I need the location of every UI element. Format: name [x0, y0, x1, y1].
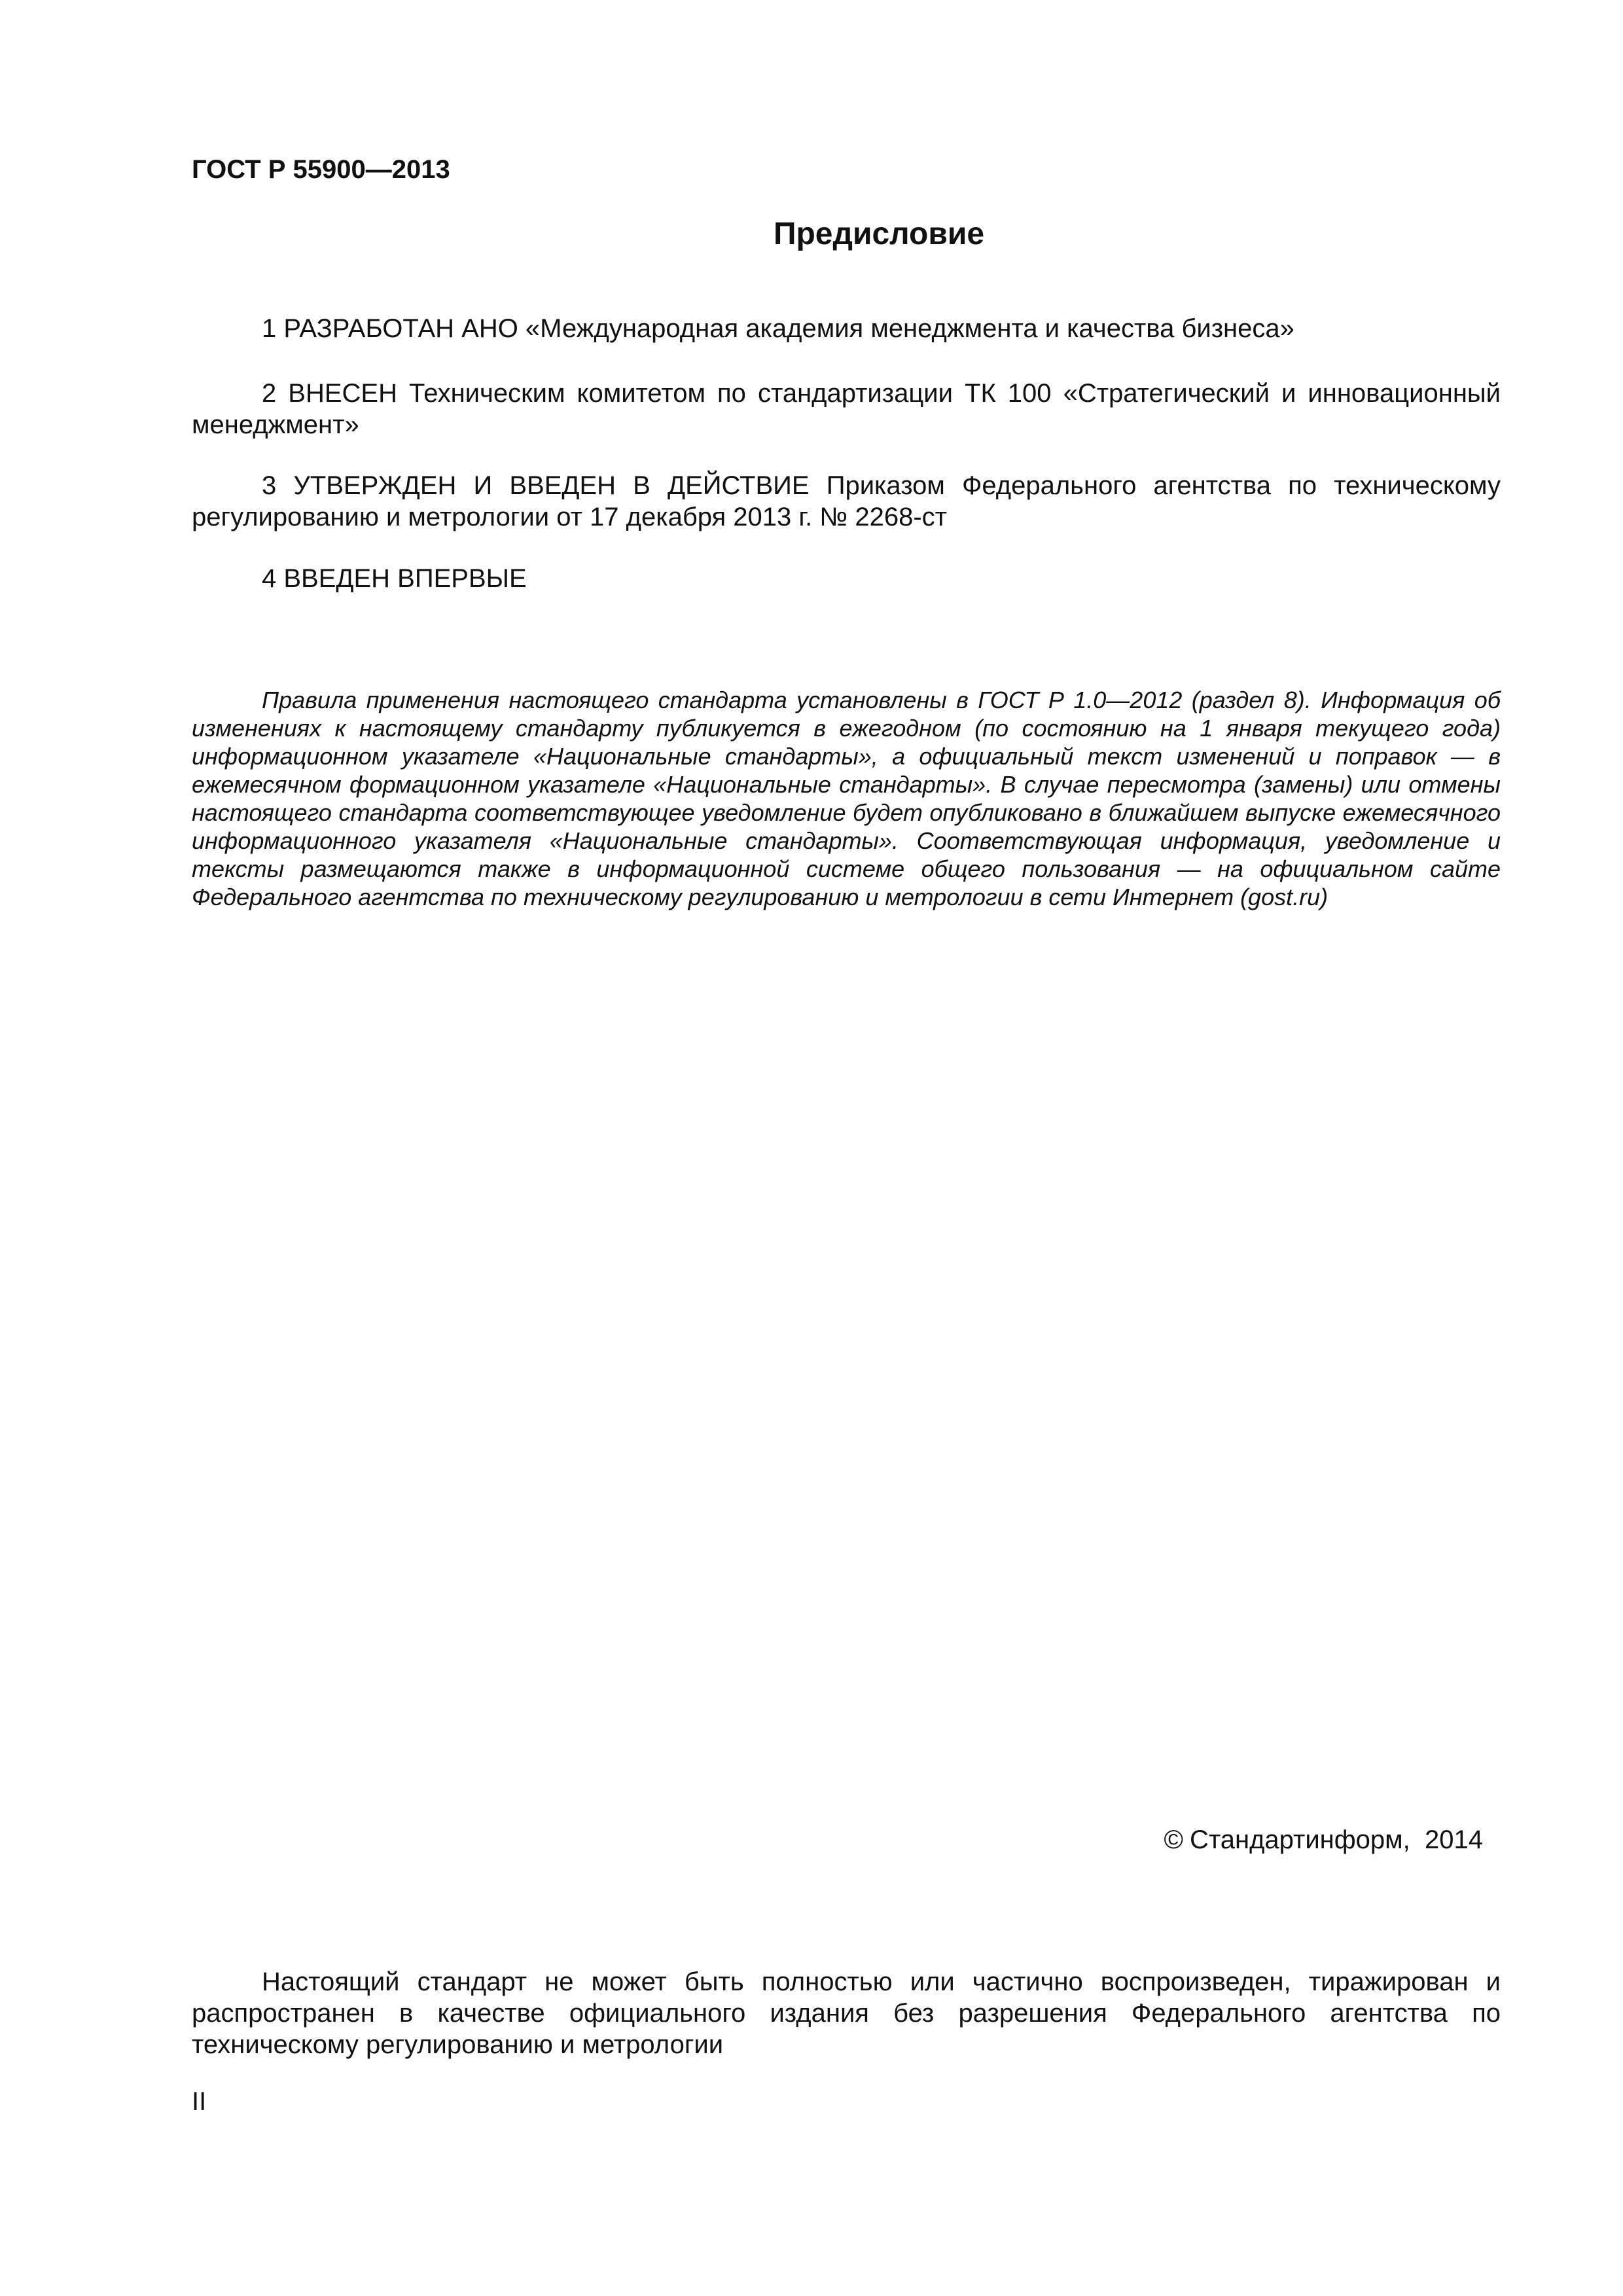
page-number: II: [192, 2087, 207, 2116]
preface-item-1: 1 РАЗРАБОТАН АНО «Международная академия менеджмента и качества бизнеса»: [262, 314, 1294, 343]
preface-item-3: 3 УТВЕРЖДЕН И ВВЕДЕН В ДЕЙСТВИЕ Приказом Федерального агентства по техническому регулированию и метрологии от 17 декабря 2013 г. № 2268-ст: [192, 471, 1501, 531]
copyright-symbol: ©: [1164, 1825, 1183, 1854]
preface-item-4: 4 ВВЕДЕН ВПЕРВЫЕ: [262, 564, 527, 593]
reproduction-notice: Настоящий стандарт не может быть полностью или частично воспроизведен, тиражирован и распространен в качестве официального издания без разрешения Федерального агентства по техническому регулированию и метрологии: [192, 1967, 1501, 2059]
application-rules-notice: Правила применения настоящего стандарта установлены в ГОСТ Р 1.0—2012 (раздел 8). Информация об изменениях к настоящему стандарту публикуется в ежегодном (по состоянию на 1 января текущего года) информационном указателе «Национальные стандарты», а официальный текст изменений и поправок — в ежемесячном формационном указателе «Национальные стандарты». В случае пересмотра (замены) или отмены настоящего стандарта соответствующее уведомление будет опубликовано в ближайшем выпуске ежемесячного информационного указателя «Национальные стандарты». Соответствующая информация, уведомление и тексты размещаются также в информационной системе общего пользования — на официальном сайте Федерального агентства по техническому регулированию и метрологии в сети Интернет (gost.ru): [192, 687, 1501, 910]
copyright-text: Стандартинформ, 2014: [1189, 1825, 1483, 1854]
copyright-line: [1164, 1823, 1483, 1856]
preface-item-2: 2 ВНЕСЕН Техническим комитетом по стандартизации ТК 100 «Стратегический и инновационный менеджмент»: [192, 379, 1501, 439]
standard-number: ГОСТ Р 55900—2013: [192, 155, 450, 184]
page-title: Предисловие: [773, 217, 985, 251]
